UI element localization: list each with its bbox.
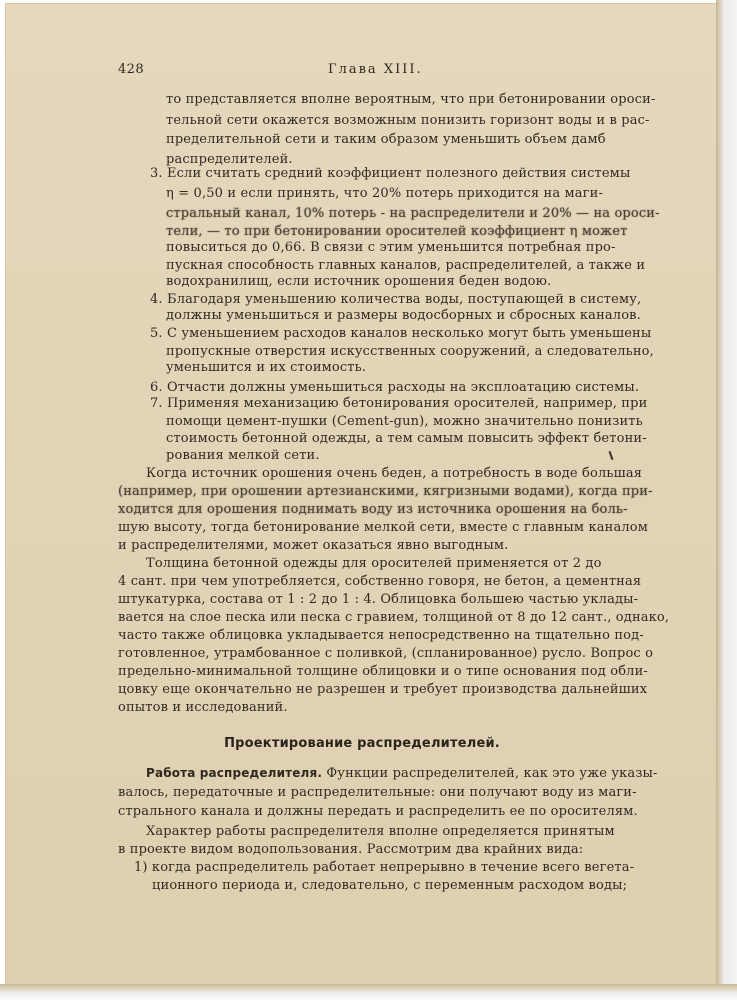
text-line: шую высоту, тогда бетонирование мелкой сети, вместе с главным каналом [118,520,648,535]
text-line: ходится для орошения поднимать воду из источника орошения на боль- [118,502,628,517]
text-line: ционного периода и, следовательно, с переменным расходом воды; [152,878,628,893]
text-line: должны уменьшиться и размеры водосборных и сбросных каналов. [166,308,641,323]
page-sheet [6,4,718,986]
text-line: Толщина бетонной одежды для оросителей применяется от 2 до [146,556,602,571]
text-line: повыситься до 0,66. В связи с этим уменьшится потребная про- [166,240,616,255]
chapter-header: Глава XIII. [328,62,423,77]
text-line: вается на слое песка или песка с гравием, толщиной от 8 до 12 сант., однако, [118,610,670,625]
text-line: (например, при орошении артезианскими, кягризными водами), когда при- [118,484,653,499]
text-line: Характер работы распределителя вполне определяется принятым [146,824,615,839]
text-line: Когда источник орошения очень беден, а потребность в воде большая [146,466,643,481]
text-line: пускная способность главных каналов, распределителей, а также и [166,258,646,273]
list-item-4: 4. Благодаря уменьшению количества воды, поступающей в систему, [150,292,642,307]
text-line: помощи цемент-пушки (Cement-gun), можно значительно понизить [166,414,643,429]
text-line: тели, — то при бетонировании оросителей коэффициент η может [166,224,628,239]
page-edge-shadow [716,0,737,1000]
list-item-1: 1) когда распределитель работает непрерывно в течение всего вегета- [134,860,635,875]
list-item-6: 6. Отчасти должны уменьшиться расходы на эксплоатацию системы. [150,380,640,395]
text-line: распределителей. [166,152,293,167]
list-item-7: 7. Применяя механизацию бетонирования оросителей, например, при [150,396,648,411]
text-line: 4 сант. при чем употребляется, собственно говоря, не бетон, а цементная [118,574,642,589]
text-line [146,766,658,781]
text-line: штукатурка, состава от 1 : 2 до 1 : 4. Облицовка большею частью уклады- [118,592,639,607]
text-line: и распределителями, может оказаться явно выгодным. [118,538,509,553]
run-in-heading: Работа распределителя. [146,766,323,780]
text-line: то представляется вполне вероятным, что при бетонировании ороси- [166,92,656,107]
list-item-5: 5. С уменьшением расходов каналов несколько могут быть уменьшены [150,326,652,341]
text-line: часто также облицовка укладывается непосредственно на тщательно под- [118,628,644,643]
text-line: цовку еще окончательно не разрешен и требует производства дальнейших [118,682,648,697]
text-line: пределительной сети и таким образом уменьшить объем дамб [166,132,606,147]
text-line: уменьшится и их стоимость. [166,360,367,375]
pencil-mark [609,451,614,460]
text-line: рования мелкой сети. [166,448,320,463]
text-line: пропускные отверстия искусственных сооружений, а следовательно, [166,344,654,359]
text-line: стрального канала и должны передать и распределить ее по оросителям. [118,804,638,819]
section-title: Проектирование распределителей. [224,736,500,751]
text-line: η = 0,50 и если принять, что 20% потерь приходится на маги- [166,186,603,201]
text-run: Функции распределителей, как это уже указы- [322,766,658,781]
text-line: тельной сети окажется возможным понизить горизонт воды и в рас- [166,113,650,128]
text-line: водохранилищ, если источник орошения беден водою. [166,274,552,289]
text-line: готовленное, утрамбованное с поливкой, (спланированное) русло. Вопрос о [118,646,654,661]
text-line: опытов и исследований. [118,700,288,715]
page-number: 428 [118,62,145,77]
page-edge-shadow [0,984,737,1000]
list-item-3: 3. Если считать средний коэффициент полезного действия системы [150,166,631,181]
text-line: стральный канал, 10% потерь - на распределители и 20% — на ороси- [166,206,660,221]
text-line: в проекте видом водопользования. Рассмотрим два крайних вида: [118,842,584,857]
text-line: предельно-минимальной толщине облицовки и о типе основания под обли- [118,664,648,679]
text-line: валось, передаточные и распределительные: они получают воду из маги- [118,785,637,800]
text-line: стоимость бетонной одежды, а тем самым повысить эффект бетони- [166,431,647,446]
